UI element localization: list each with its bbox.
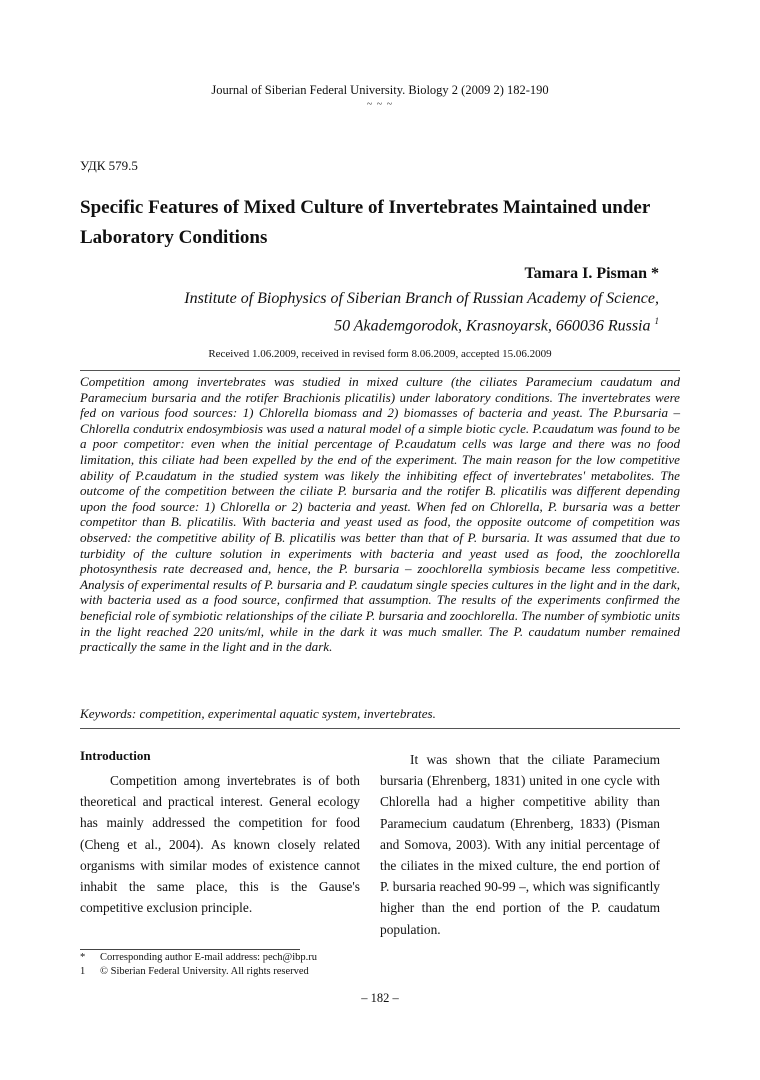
page-number: – 182 – — [361, 991, 399, 1005]
received-dates: Received 1.06.2009, received in revised form 8.06.2009, accepted 15.06.2009 — [208, 348, 552, 360]
abstract-top-rule — [80, 370, 680, 371]
footnote-mark: 1 — [80, 966, 86, 977]
abstract: Competition among invertebrates was studied in mixed culture (the ciliates Paramecium caudatum and Paramecium bursaria and the rotifer Brachionis plicatilis) under laboratory conditions. The invertebrates were fed on various food sources: 1) Chlorella biomass and 2) biomasses of bacteria and yeast. The P.bursaria – Chlorella condutrix endosymbiosis was used a natural model of a simple biotic cycle. P.caudatum was found to be a poor competitor: even when the initial percentage of P.caudatum cells was large and there was no food limitation, this ciliate had been expelled by the end of the experiment. The main reason for the low competitive ability of P.caudatum in the studied system was likely the inhibiting effect of invertebrates' metabolites. The outcome of the competition between the ciliate P. bursaria and the rotifer B. plicatilis was different depending upon the food source: 1) Chlorella or 2) bacteria and yeast. When fed on Chlorella, P. bursaria was a better competitor than B. plicatilis. With bacteria and yeast used as food, the opposite outcome of competition was observed: the competitive ability of B. plicatilis was better than that of P. bursaria. It was assumed that due to turbidity of the culture solution in experiments with bacteria and yeast used as food, the zoochlorella photosynthesis rate decreased and, hence, the P. bursaria – zoochlorella symbiosis became less competitive. Analysis of experimental results of P. bursaria and P. caudatum single species cultures in the light and in the dark, with bacteria used as a food source, confirmed that assumption. The results of the experiments confirmed the beneficial role of symbiotic relationships of the ciliate P. bursaria and zoochlorella. The number of symbiotic units in the light reached 220 units/ml, while in the dark it was much smaller. The P. caudatum number remained practically the same in the light and in the dark. — [80, 374, 680, 655]
affiliation-address: 50 Akademgorodok, Krasnoyarsk, 660036 Russia — [334, 317, 655, 335]
footnote-rule — [80, 949, 300, 950]
affiliation-footnote-mark: 1 — [654, 316, 659, 326]
footnote-mark: * — [80, 952, 86, 963]
footnote-text: Corresponding author E-mail address: pech@ibp.ru — [100, 952, 317, 963]
affiliation-line-2 — [184, 310, 659, 337]
paper-title: Specific Features of Mixed Culture of Invertebrates Maintained under Laboratory Conditions — [80, 197, 650, 248]
intro-paragraph-2: It was shown that the ciliate Paramecium bursaria (Ehrenberg, 1831) united in one cycle with Chlorella had a higher competitive ability than Paramecium caudatum (Ehrenberg, 1833) (Pisman and Somova, 2003). With any initial percentage of the ciliates in the mixed culture, the end portion of P. bursaria reached 90-99 –, which was significantly higher than the end portion of the P. caudatum population. — [380, 752, 660, 937]
author-affiliation — [184, 288, 659, 337]
body-column-right — [380, 749, 660, 940]
footnote-copyright — [80, 966, 309, 977]
intro-paragraph-1: Competition among invertebrates is of both theoretical and practical interest. General ecology has mainly addressed the competition for food (Cheng et al., 2004). As known closely related organisms with similar modes of existence cannot inhabit the same place, this is the Gause's competitive exclusion principle. — [80, 773, 360, 916]
header-separator: ~ ~ ~ — [366, 99, 394, 110]
udk-code: УДК 579.5 — [80, 158, 138, 173]
footnote-corresponding-author — [80, 952, 317, 963]
abstract-bottom-rule — [80, 728, 680, 729]
author-name: Tamara I. Pisman * — [524, 265, 659, 282]
footnote-text: © Siberian Federal University. All rights reserved — [100, 966, 309, 977]
journal-header: Journal of Siberian Federal University. Biology 2 (2009 2) 182-190 — [211, 83, 549, 97]
affiliation-line-1: Institute of Biophysics of Siberian Branch of Russian Academy of Science, — [184, 290, 659, 307]
keywords: Keywords: competition, experimental aquatic system, invertebrates. — [80, 706, 436, 721]
body-column-left — [80, 770, 360, 918]
section-heading-introduction: Introduction — [80, 748, 151, 763]
